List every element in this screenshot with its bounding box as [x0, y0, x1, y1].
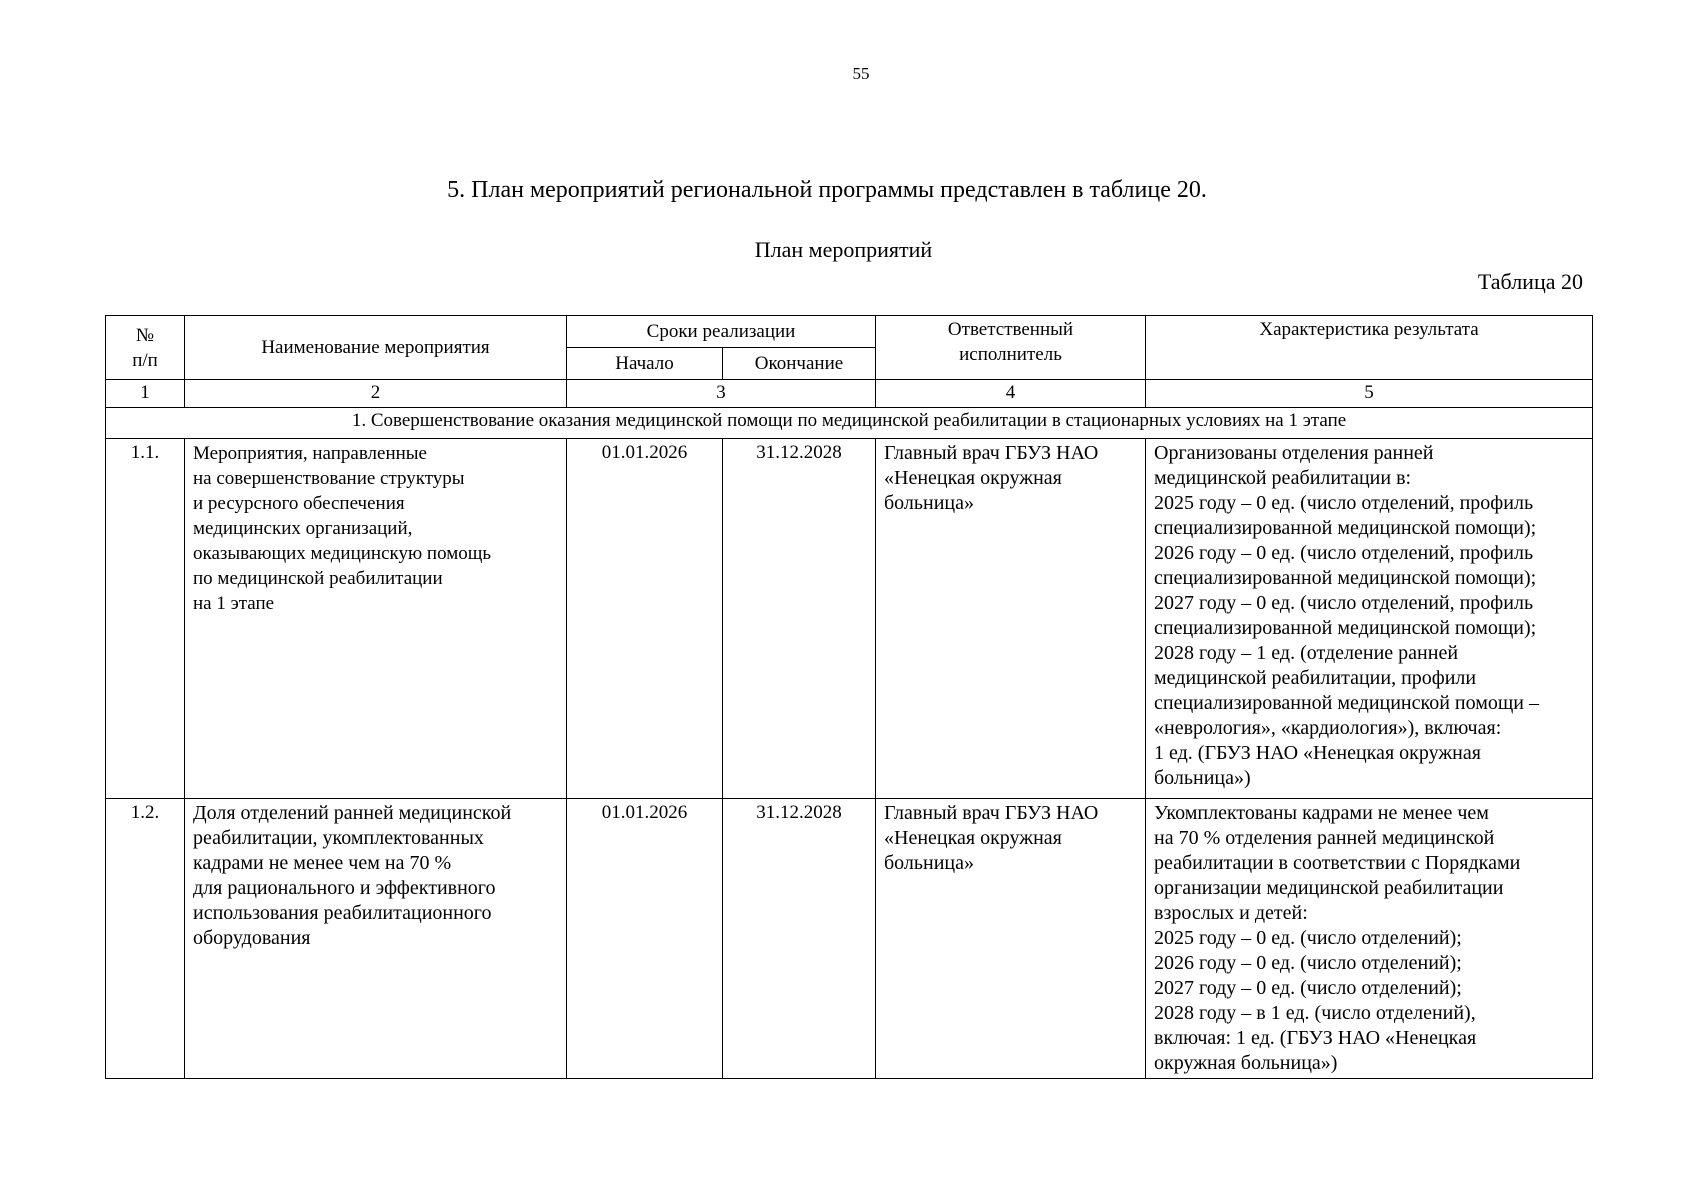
plan-table [105, 315, 1593, 1079]
row-end-date: 31.12.2028 [723, 439, 876, 799]
table-row [106, 439, 1593, 799]
row-responsible: Главный врач ГБУЗ НАО «Ненецкая окружная больница» [876, 799, 1146, 1079]
row-number: 1.2. [106, 799, 185, 1079]
table-label: Таблица 20 [1477, 269, 1583, 294]
section-heading: 5. План мероприятий региональной программы представлен в таблице 20. [447, 177, 1207, 203]
section-row [106, 408, 1593, 439]
column-number: 5 [1146, 380, 1593, 408]
page-number: 55 [852, 64, 870, 83]
column-number-row [106, 380, 1593, 408]
column-number: 2 [185, 380, 567, 408]
section-title: 1. Совершенствование оказания медицинской помощи по медицинской реабилитации в стационарных условиях на 1 этапе [106, 408, 1593, 439]
table-row [106, 799, 1593, 1079]
row-start-date: 01.01.2026 [567, 439, 723, 799]
header-result: Характеристика результата [1146, 316, 1593, 380]
row-result: Организованы отделения ранней медицинской реабилитации в: 2025 году – 0 ед. (число отделений, профиль специализированной медицинской помощи); 2026 году – 0 ед. (число отделений, профиль специализированной медицинской помощи); 2027 году – 0 ед. (число отделений, профиль специализированной медицинской помощи); 2028 году – 1 ед. (отделение ранней медицинской реабилитации, профили специализированной медицинской помощи – «неврология», «кардиология»), включая: 1 ед. (ГБУЗ НАО «Ненецкая окружная больница») [1146, 439, 1593, 799]
column-number: 3 [567, 380, 876, 408]
header-num: № п/п [106, 316, 185, 380]
row-name: Мероприятия, направленные на совершенствование структуры и ресурсного обеспечения медицинских организаций, оказывающих медицинскую помощь по медицинской реабилитации на 1 этапе [185, 439, 567, 799]
row-start-date: 01.01.2026 [567, 799, 723, 1079]
plan-title: План мероприятий [754, 237, 933, 262]
header-name: Наименование мероприятия [185, 316, 567, 380]
column-number: 1 [106, 380, 185, 408]
header-terms: Сроки реализации [567, 316, 876, 348]
row-name: Доля отделений ранней медицинской реабилитации, укомплектованных кадрами не менее чем на 70 % для рационального и эффективного использования реабилитационного оборудования [185, 799, 567, 1079]
column-number: 4 [876, 380, 1146, 408]
row-number: 1.1. [106, 439, 185, 799]
header-responsible: Ответственный исполнитель [876, 316, 1146, 380]
header-end: Окончание [723, 348, 876, 380]
row-end-date: 31.12.2028 [723, 799, 876, 1079]
row-result: Укомплектованы кадрами не менее чем на 70 % отделения ранней медицинской реабилитации в соответствии с Порядками организации медицинской реабилитации взрослых и детей: 2025 году – 0 ед. (число отделений); 2026 году – 0 ед. (число отделений); 2027 году – 0 ед. (число отделений); 2028 году – в 1 ед. (число отделений), включая: 1 ед. (ГБУЗ НАО «Ненецкая окружная больница») [1146, 799, 1593, 1079]
header-start: Начало [567, 348, 723, 380]
row-responsible: Главный врач ГБУЗ НАО «Ненецкая окружная больница» [876, 439, 1146, 799]
